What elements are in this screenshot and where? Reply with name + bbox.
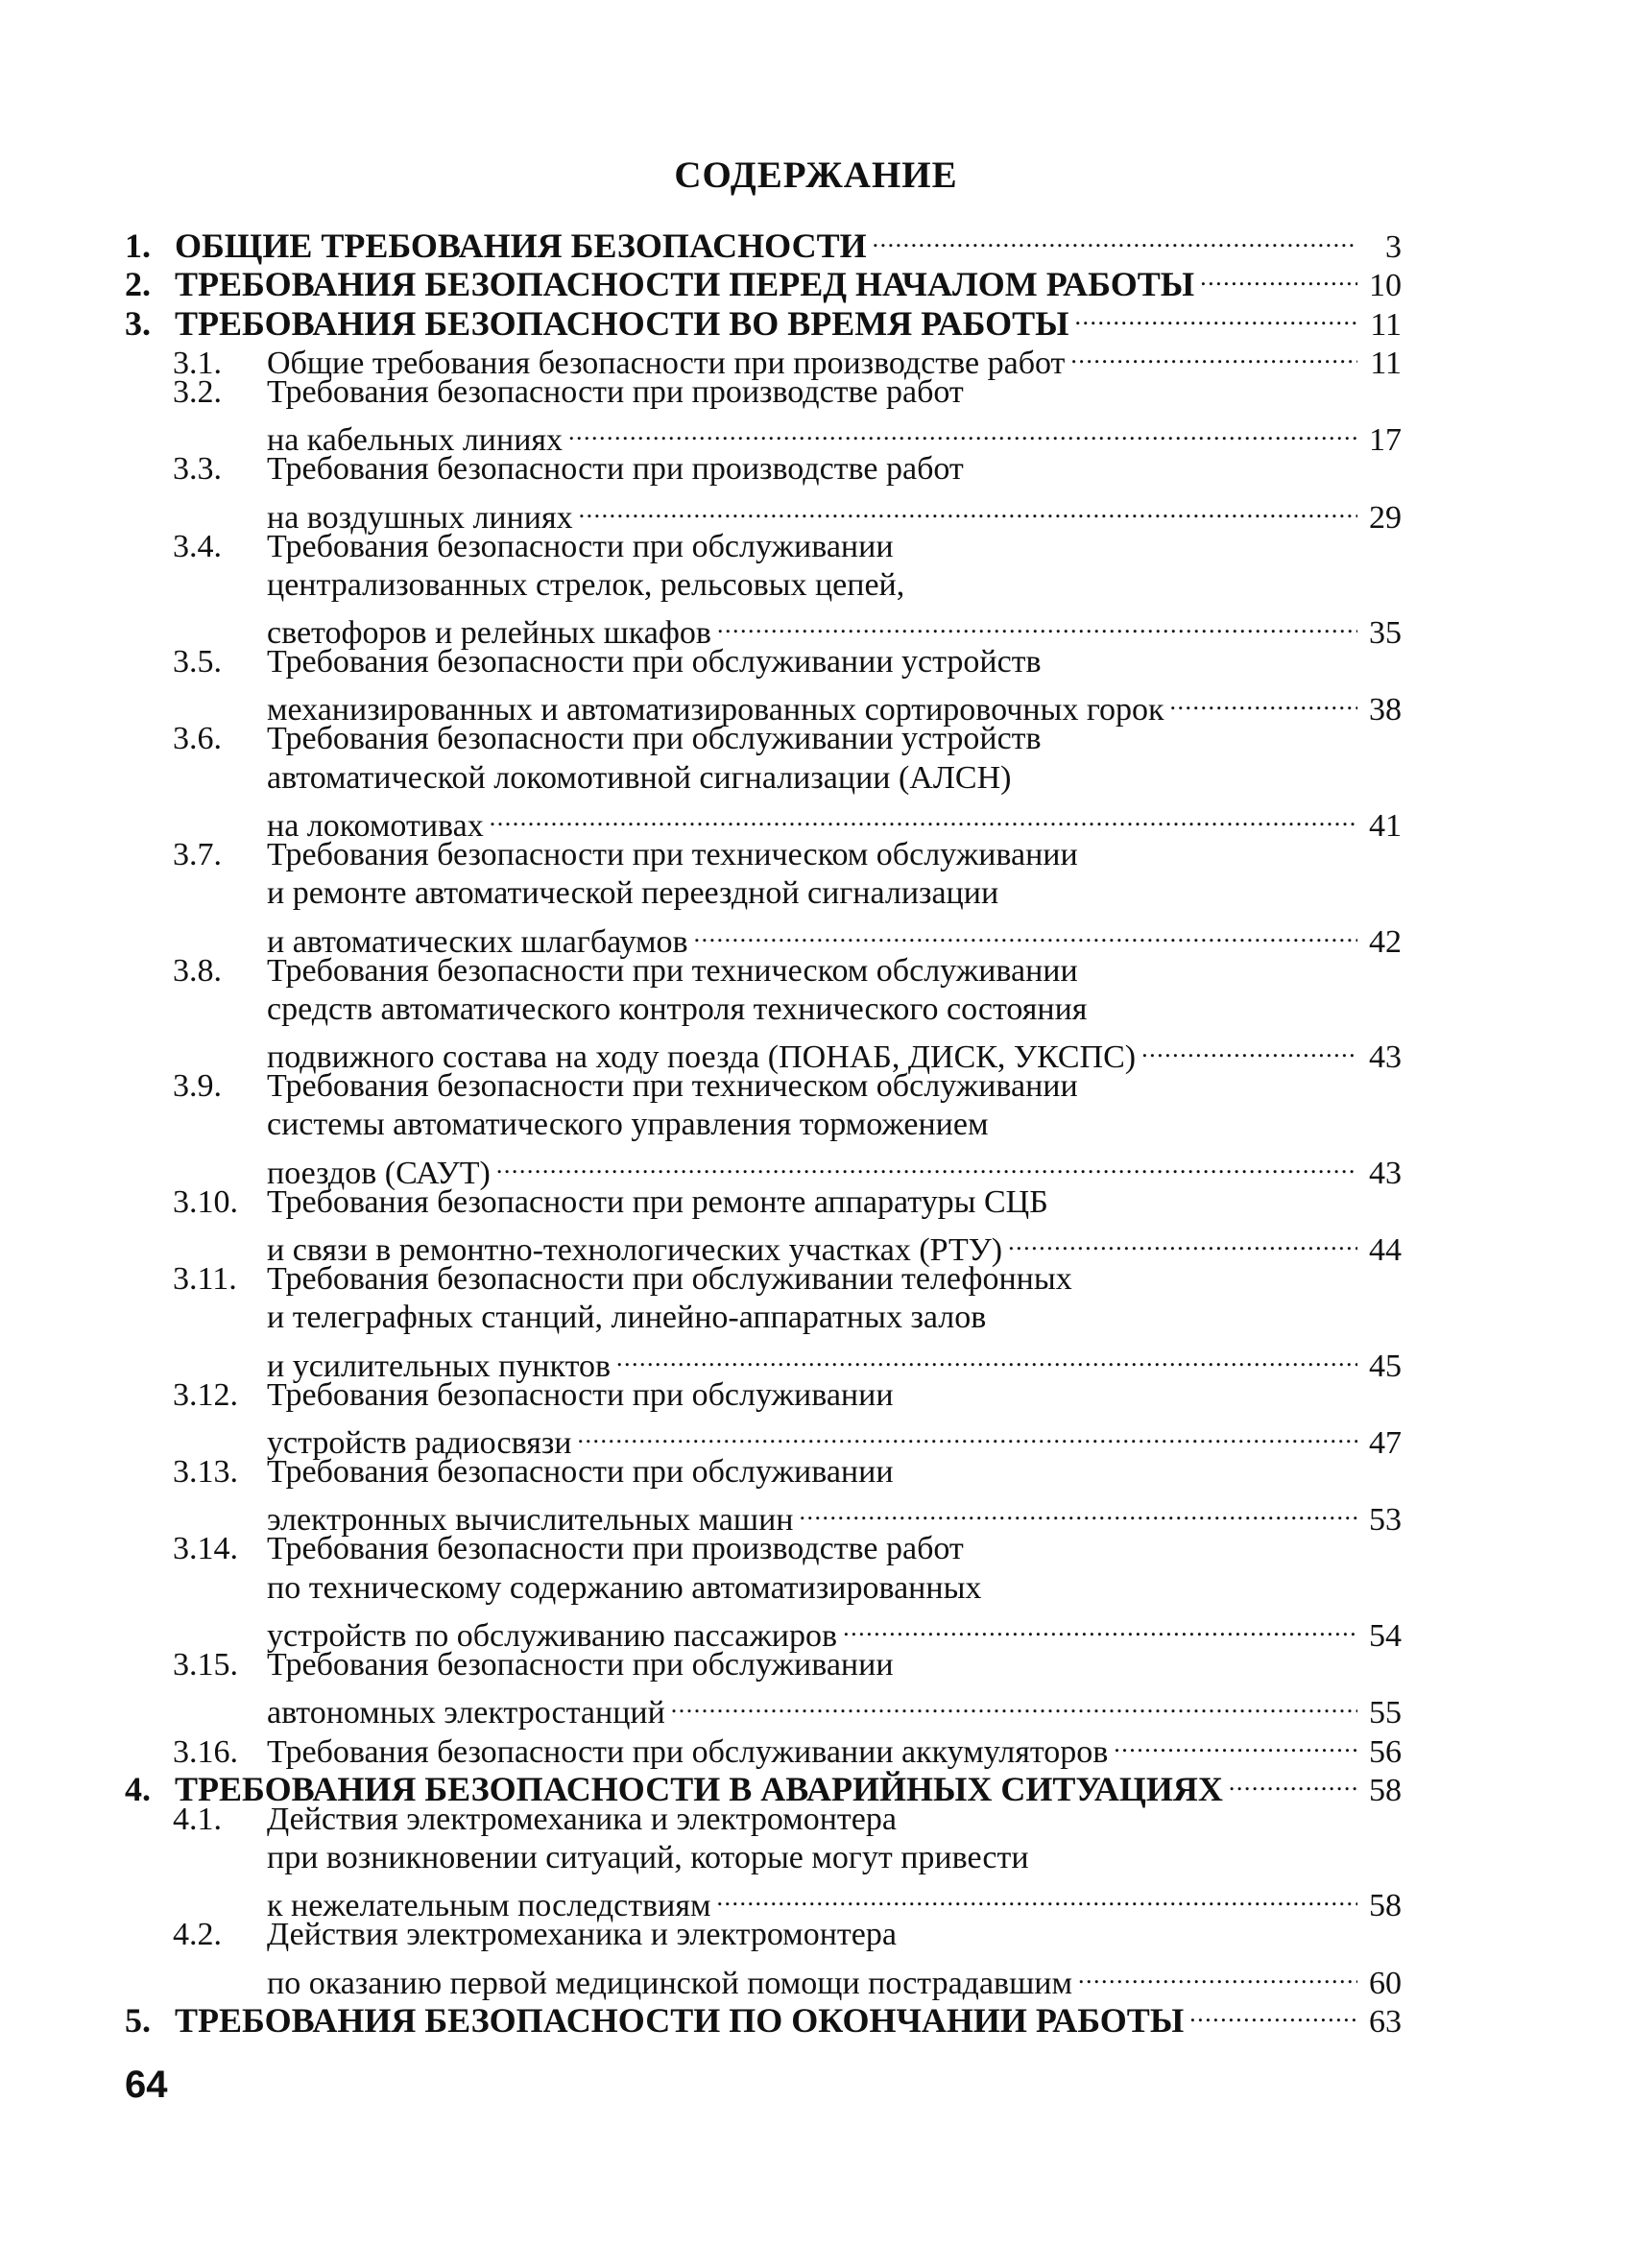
toc-leader-dots xyxy=(873,219,1357,257)
toc-leader-dots xyxy=(568,412,1357,450)
toc-leader-dots xyxy=(1141,1029,1357,1067)
toc-page-number: 44 xyxy=(1369,1232,1402,1269)
toc-section xyxy=(125,219,1402,266)
toc-entry-number: 3.5. xyxy=(173,644,222,680)
toc-leader-dots xyxy=(1170,681,1357,720)
toc-entry-title: Требования безопасности при производстве работ xyxy=(267,451,964,488)
toc-continuation xyxy=(125,1029,1402,1076)
toc-entry-title: автоматической локомотивной сигнализации (АЛСН) xyxy=(267,759,1012,796)
toc-subsection xyxy=(125,1916,1402,1954)
toc-entry-title: на воздушных линиях xyxy=(267,499,573,536)
toc-entry-title: Требования безопасности при производстве работ xyxy=(267,1531,964,1567)
toc-entry-number: 2. xyxy=(125,265,151,304)
toc-entry-number: 3.11. xyxy=(173,1261,237,1298)
toc-entry-title: Действия электромеханика и электромонтера xyxy=(267,1801,897,1837)
toc-entry-number: 3.8. xyxy=(173,952,222,989)
toc-entry-title: и ремонте автоматической переездной сигнализации xyxy=(267,875,999,912)
toc-continuation xyxy=(125,1954,1402,2001)
toc-entry-title: электронных вычислительных машин xyxy=(267,1502,794,1539)
toc-subsection xyxy=(125,1376,1402,1415)
toc-continuation xyxy=(125,1299,1402,1337)
toc-entry-number: 3.1. xyxy=(173,345,222,381)
toc-entry-title: по оказанию первой медицинской помощи пострадавшим xyxy=(267,1965,1072,2001)
toc-continuation xyxy=(125,913,1402,960)
toc-entry-title: Требования безопасности при техническом обслуживании xyxy=(267,952,1078,989)
toc-entry-title: Требования безопасности при обслуживании устройств xyxy=(267,721,1042,757)
toc-entry-title: Требования безопасности при производстве работ xyxy=(267,373,964,410)
toc-subsection xyxy=(125,528,1402,566)
toc-subsection xyxy=(125,952,1402,991)
toc-entry-title: на локомотивах xyxy=(267,808,484,844)
toc-subsection xyxy=(125,1453,1402,1492)
toc-entry-title: и усилительных пунктов xyxy=(267,1348,612,1384)
toc-leader-dots xyxy=(717,1877,1358,1916)
table-of-contents xyxy=(125,219,1402,2040)
toc-entry-title: и автоматических шлагбаумов xyxy=(267,923,688,960)
toc-entry-title: ТРЕБОВАНИЯ БЕЗОПАСНОСТИ ПЕРЕД НАЧАЛОМ РАБОТЫ xyxy=(175,265,1195,304)
toc-entry-title: поездов (САУТ) xyxy=(267,1155,491,1191)
toc-entry-number: 1. xyxy=(125,227,151,266)
toc-continuation xyxy=(125,798,1402,844)
toc-entry-number: 3.2. xyxy=(173,373,222,410)
toc-page-number: 58 xyxy=(1369,1888,1402,1924)
toc-entry-number: 5. xyxy=(125,2000,151,2040)
toc-continuation xyxy=(125,489,1402,536)
toc-entry-title: Требования безопасности при техническом обслуживании xyxy=(267,1068,1078,1105)
toc-leader-dots xyxy=(1189,1993,1357,2032)
toc-page-number: 3 xyxy=(1385,229,1402,266)
toc-page-number: 42 xyxy=(1369,923,1402,960)
toc-entry-number: 3.15. xyxy=(173,1646,238,1683)
toc-leader-dots xyxy=(616,1337,1357,1375)
toc-leader-dots xyxy=(490,798,1357,836)
toc-continuation xyxy=(125,1608,1402,1654)
toc-leader-dots xyxy=(496,1145,1357,1183)
toc-leader-dots xyxy=(717,605,1357,643)
toc-entry-title: к нежелательным последствиям xyxy=(267,1888,711,1924)
page-number: 64 xyxy=(125,2064,168,2106)
toc-continuation xyxy=(125,681,1402,728)
toc-continuation xyxy=(125,1145,1402,1191)
toc-subsection xyxy=(125,1067,1402,1106)
toc-subsection xyxy=(125,1260,1402,1299)
toc-entry-title: Требования безопасности при обслуживании xyxy=(267,1376,894,1413)
toc-entry-title: средств автоматического контроля технического состояния xyxy=(267,991,1088,1027)
toc-entry-title: устройств по обслуживанию пассажиров xyxy=(267,1617,838,1654)
toc-entry-title: Требования безопасности при обслуживании xyxy=(267,1454,894,1490)
toc-page-number: 17 xyxy=(1369,422,1402,459)
toc-continuation xyxy=(125,412,1402,459)
toc-entry-number: 4.1. xyxy=(173,1801,222,1837)
toc-subsection xyxy=(125,1183,1402,1222)
toc-entry-title: Общие требования безопасности при производстве работ xyxy=(267,345,1066,381)
toc-continuation xyxy=(125,1569,1402,1608)
toc-page-number: 29 xyxy=(1369,499,1402,536)
toc-entry-title: ТРЕБОВАНИЯ БЕЗОПАСНОСТИ ВО ВРЕМЯ РАБОТЫ xyxy=(175,303,1069,343)
toc-entry-number: 4.2. xyxy=(173,1917,222,1953)
toc-entry-number: 3. xyxy=(125,303,151,343)
toc-leader-dots xyxy=(1229,1762,1357,1801)
toc-continuation xyxy=(125,1106,1402,1144)
toc-leader-dots xyxy=(1078,1954,1357,1993)
toc-continuation xyxy=(125,1684,1402,1731)
toc-page-number: 43 xyxy=(1369,1155,1402,1191)
toc-subsection xyxy=(125,450,1402,489)
toc-entry-title: Действия электромеханика и электромонтера xyxy=(267,1917,897,1953)
toc-entry-title: Требования безопасности при обслуживании устройств xyxy=(267,644,1042,680)
toc-entry-title: и связи в ремонтно-технологических участках (РТУ) xyxy=(267,1232,1003,1269)
toc-page-number: 35 xyxy=(1369,615,1402,652)
toc-entry-title: Требования безопасности при обслуживании xyxy=(267,528,894,564)
toc-entry-number: 3.12. xyxy=(173,1376,238,1413)
toc-leader-dots xyxy=(1008,1222,1357,1260)
toc-page-number: 60 xyxy=(1369,1965,1402,2001)
toc-entry-title: Требования безопасности при ремонте аппаратуры СЦБ xyxy=(267,1183,1048,1220)
toc-continuation xyxy=(125,1222,1402,1269)
toc-leader-dots xyxy=(577,1415,1357,1453)
toc-continuation xyxy=(125,991,1402,1029)
toc-entry-title: устройств радиосвязи xyxy=(267,1425,572,1461)
toc-leader-dots xyxy=(1200,257,1357,296)
toc-continuation xyxy=(125,1877,1402,1924)
toc-subsection xyxy=(125,373,1402,412)
toc-entry-title: на кабельных линиях xyxy=(267,422,564,459)
toc-entry-number: 4. xyxy=(125,1769,151,1808)
toc-entry-title: Требования безопасности при обслуживании аккумуляторов xyxy=(267,1733,1109,1770)
toc-continuation xyxy=(125,1839,1402,1877)
toc-entry-title: автономных электростанций xyxy=(267,1695,665,1731)
toc-continuation xyxy=(125,1337,1402,1384)
toc-page-number: 54 xyxy=(1369,1617,1402,1654)
toc-page-number: 43 xyxy=(1369,1039,1402,1076)
toc-entry-number: 3.7. xyxy=(173,837,222,872)
toc-entry-title: и телеграфных станций, линейно-аппаратных залов xyxy=(267,1300,987,1336)
toc-entry-title: системы автоматического управления торможением xyxy=(267,1107,989,1143)
toc-leader-dots xyxy=(1075,296,1357,334)
toc-page-number: 11 xyxy=(1370,306,1402,343)
toc-entry-number: 3.10. xyxy=(173,1183,238,1220)
toc-entry-title: ТРЕБОВАНИЯ БЕЗОПАСНОСТИ ПО ОКОНЧАНИИ РАБОТЫ xyxy=(175,2000,1185,2040)
toc-continuation xyxy=(125,759,1402,798)
toc-leader-dots xyxy=(694,913,1357,951)
toc-continuation xyxy=(125,874,1402,913)
toc-leader-dots xyxy=(579,489,1357,527)
toc-entry-number: 3.4. xyxy=(173,528,222,564)
toc-page-number: 10 xyxy=(1369,268,1402,304)
toc-entry-title: светофоров и релейных шкафов xyxy=(267,615,711,652)
toc-page-number: 38 xyxy=(1369,692,1402,728)
toc-subsection xyxy=(125,836,1402,874)
toc-page-number: 11 xyxy=(1370,345,1402,381)
toc-entry-title: механизированных и автоматизированных сортировочных горок xyxy=(267,692,1164,728)
toc-entry-title: централизованных стрелок, рельсовых цепей, xyxy=(267,566,905,603)
toc-entry-number: 3.16. xyxy=(173,1733,238,1770)
toc-entry-number: 3.9. xyxy=(173,1068,222,1105)
toc-entry-title: по техническому содержанию автоматизированных xyxy=(267,1569,982,1606)
toc-entry-title: ТРЕБОВАНИЯ БЕЗОПАСНОСТИ В АВАРИЙНЫХ СИТУАЦИЯХ xyxy=(175,1769,1223,1808)
toc-entry-title: Требования безопасности при обслуживании телефонных xyxy=(267,1261,1072,1298)
toc-page-number: 47 xyxy=(1369,1425,1402,1461)
toc-subsection xyxy=(125,720,1402,758)
toc-page-number: 41 xyxy=(1369,808,1402,844)
toc-page-number: 53 xyxy=(1369,1502,1402,1539)
toc-continuation xyxy=(125,1415,1402,1461)
toc-entry-number: 3.3. xyxy=(173,451,222,488)
toc-page-number: 55 xyxy=(1369,1695,1402,1731)
toc-entry-number: 3.14. xyxy=(173,1531,238,1567)
toc-entry-title: Требования безопасности при техническом обслуживании xyxy=(267,837,1078,872)
toc-leader-dots xyxy=(671,1684,1357,1723)
toc-page-number: 56 xyxy=(1369,1733,1402,1770)
toc-subsection xyxy=(125,1530,1402,1568)
toc-leader-dots xyxy=(799,1492,1357,1530)
toc-entry-number: 3.13. xyxy=(173,1454,238,1490)
toc-entry-title: при возникновении ситуаций, которые могут привести xyxy=(267,1839,1029,1875)
toc-continuation xyxy=(125,605,1402,652)
toc-entry-title: подвижного состава на ходу поезда (ПОНАБ, ДИСК, УКСПС) xyxy=(267,1039,1137,1076)
toc-entry-number: 3.6. xyxy=(173,721,222,757)
toc-page-number: 63 xyxy=(1369,2003,1402,2040)
toc-entry-title: Требования безопасности при обслуживании xyxy=(267,1646,894,1683)
toc-leader-dots xyxy=(1114,1723,1357,1761)
toc-entry-title: ОБЩИЕ ТРЕБОВАНИЯ БЕЗОПАСНОСТИ xyxy=(175,227,867,266)
toc-page-number: 45 xyxy=(1369,1348,1402,1384)
toc-leader-dots xyxy=(1070,335,1357,373)
toc-continuation xyxy=(125,1492,1402,1539)
toc-subsection xyxy=(125,1646,1402,1684)
toc-leader-dots xyxy=(843,1608,1357,1646)
toc-subsection xyxy=(125,643,1402,681)
page-title: СОДЕРЖАНИЕ xyxy=(674,155,958,196)
toc-continuation xyxy=(125,566,1402,605)
toc-page-number: 58 xyxy=(1369,1772,1402,1808)
